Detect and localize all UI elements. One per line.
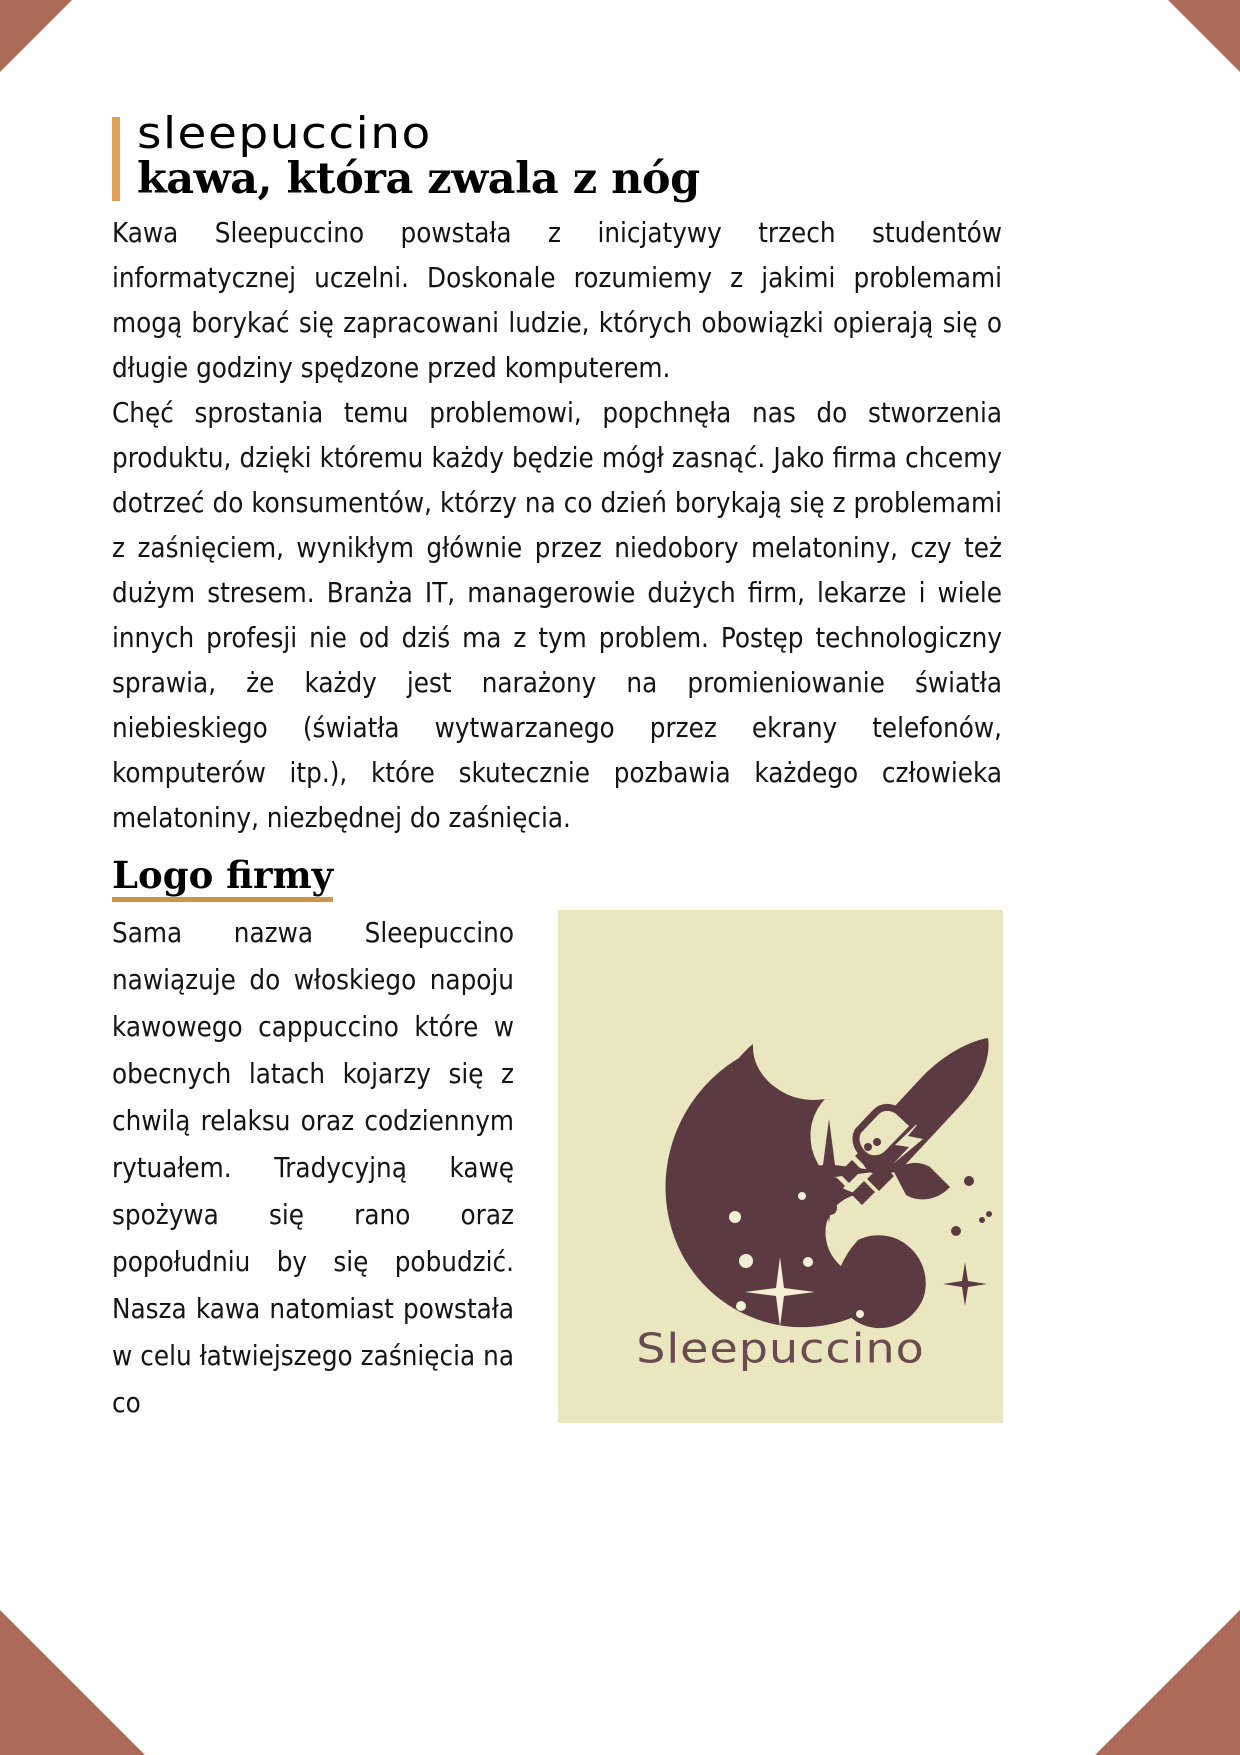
section-heading-logo-firmy: Logo firmy — [112, 855, 333, 903]
logo-image-card — [558, 910, 1003, 1423]
masthead — [112, 108, 1002, 204]
intro-paragraph-2: Chęć sprostania temu problemowi, popchnęła nas do stworzenia produktu, dzięki któremu każdy będzie mógł zasnąć. Jako firma chcemy dotrzeć do konsumentów, którzy na co dzień borykają się z problemami z zaśnięciem, wynikłym głównie przez niedobory melatoniny, czy też dużym stresem. Branża IT, managerowie dużych firm, lekarze i wiele innych profesji nie od dziś ma z tym problem. Postęp technologiczny sprawia, że każdy jest narażony na promieniowanie światła niebieskiego (światła wytwarzanego przez ekrany telefonów, komputerów itp.), które skutecznie pozbawia każdego człowieka melatoniny, niezbędnej do zaśnięcia. — [112, 396, 1002, 834]
corner-decoration-top-right — [1168, 0, 1240, 72]
corner-decoration-top-left — [0, 0, 72, 72]
brand-title: sleepuccino — [137, 108, 432, 159]
document-content — [112, 108, 1002, 1427]
brand-tagline: kawa, która zwala z nóg — [137, 153, 700, 204]
logo-wordmark: Sleepuccino — [636, 1323, 925, 1373]
logo-heading-wrap — [112, 841, 1002, 907]
logo-section — [112, 910, 1002, 1427]
logo-section-copy-column — [112, 910, 514, 1427]
masthead-accent-bar — [112, 117, 120, 201]
corner-decoration-bottom-right — [1095, 1610, 1240, 1755]
moon-lobe — [837, 1235, 926, 1328]
corner-decoration-bottom-left — [0, 1610, 145, 1755]
rocket-fin — [894, 1163, 950, 1200]
rocket-nozzle-small — [851, 1181, 875, 1205]
logo-section-paragraph: Sama nazwa Sleepuccino nawiązuje do włoskiego napoju kawowego cappuccino które w obecnych latach kojarzy się z chwilą relaksu oraz codziennym rytuałem. Tradycyjną kawę spożywa się rano oraz popołudniu by się pobudzić. Nasza kawa natomiast powstała w celu łatwiejszego zaśnięcia na co — [112, 917, 514, 1420]
intro-paragraph-1: Kawa Sleepuccino powstała z inicjatywy trzech studentów informatycznej uczelni. Doskonale rozumiemy z jakimi problemami mogą borykać się zapracowani ludzie, których obowiązki opierają się o długie godziny spędzone przed komputerem. — [112, 216, 1002, 384]
